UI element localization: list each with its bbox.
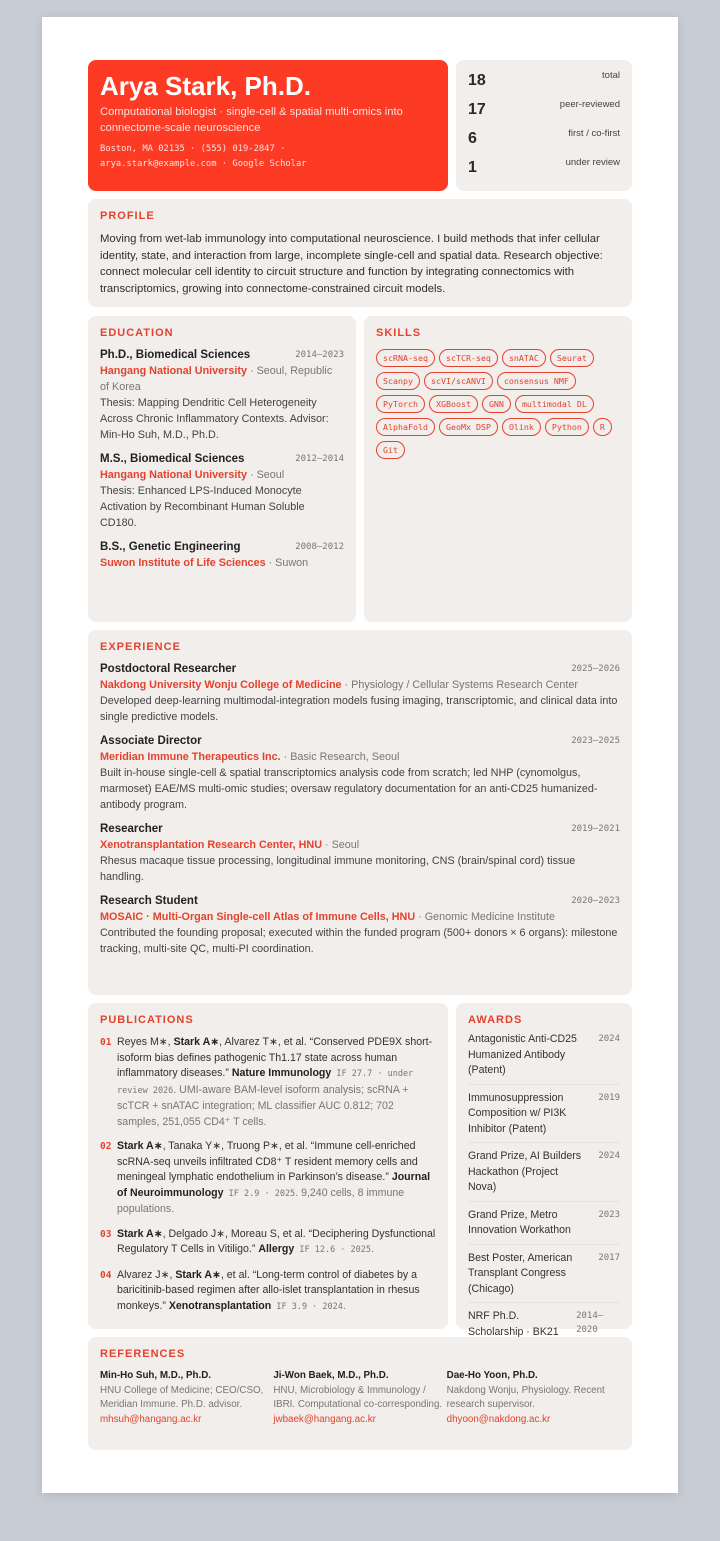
location: · Basic Research, Seoul <box>280 751 400 763</box>
stat-total <box>468 69 620 98</box>
stat-under-review <box>468 156 620 185</box>
education-entry <box>100 452 344 531</box>
date-range: 2023–2025 <box>571 736 620 746</box>
date-range: 2020–2023 <box>571 896 620 906</box>
publication-number: 01 <box>100 1037 112 1048</box>
award-title: Immunosuppression Composition w/ PI3K Inhibitor (Patent) <box>468 1091 567 1135</box>
section-title: REFERENCES <box>100 1348 186 1360</box>
stat-first-author <box>468 127 620 156</box>
location: · Genomic Medicine Institute <box>415 911 555 923</box>
stat-value: 17 <box>468 101 486 118</box>
header-banner <box>88 60 448 191</box>
date-range: 2008–2012 <box>295 542 344 552</box>
skill-tag: PyTorch <box>376 395 425 413</box>
thesis-description: Thesis: Enhanced LPS-Induced Monocyte Activation by Recombinant Human Soluble CD180. <box>100 485 305 529</box>
journal-name: Xenotransplantation <box>168 1299 272 1312</box>
citation-text: , Tanaka Y∗, Truong P∗, et al. “Immune cell-enriched scRNA-seq unveils infiltrated CD8⁺ T resident memory cells and meningeal lymphatic endothelium in Parkinson’s disease.” <box>117 1140 418 1183</box>
reference-entry <box>100 1369 273 1427</box>
stat-value: 18 <box>468 72 486 89</box>
publication-entry <box>100 1227 436 1259</box>
publications-section <box>88 1003 448 1329</box>
award-title: Best Poster, American Transplant Congress (Chicago) <box>468 1251 573 1295</box>
award-entry <box>468 1245 620 1304</box>
publication-entry <box>100 1268 436 1316</box>
stat-label: total <box>602 70 620 81</box>
thesis-description: Thesis: Mapping Dendritic Cell Heterogeneity Across Chronic Inflammatory Contexts. Advisor: Min-Ho Suh, M.D., Ph.D. <box>100 397 329 441</box>
skill-tag: consensus NMF <box>497 372 576 390</box>
impact-factor: IF 12.6 · 2025 <box>294 1245 372 1255</box>
profile-text: Moving from wet-lab immunology into computational neuroscience. I build methods that infer cellular identity, state, and interaction from large, incomplete single-cell and spatial data. Research objective: connect molecular cell identity to circuit structure and function by integrating connectomics with transcriptomics, growing into connectome-constrained circuit models. <box>100 233 603 295</box>
award-entry <box>468 1202 620 1245</box>
section-title: EDUCATION <box>100 327 174 339</box>
date-range: 2019–2021 <box>571 824 620 834</box>
award-entry <box>468 1026 620 1085</box>
publication-notes: . <box>371 1243 374 1255</box>
award-year: 2024 <box>598 1034 620 1044</box>
job-description: Contributed the founding proposal; executed within the funded program (500+ donors × 6 organs): milestone tracking, multi-site QC, multi-PI coordination. <box>100 927 618 955</box>
stat-label: peer-reviewed <box>559 99 620 110</box>
references-section <box>88 1337 632 1450</box>
authors-before: Alvarez J∗, <box>117 1268 176 1281</box>
education-section <box>88 316 356 622</box>
stat-peer-reviewed <box>468 98 620 127</box>
reference-name: Dae-Ho Yoon, Ph.D. <box>446 1370 538 1381</box>
job-role: Postdoctoral Researcher <box>100 663 237 675</box>
skill-tag: GeoMx DSP <box>439 418 498 436</box>
employer: Nakdong University Wonju College of Medicine <box>100 679 342 691</box>
degree: M.S., Biomedical Sciences <box>100 453 245 465</box>
award-year: 2017 <box>598 1252 620 1263</box>
reference-affiliation: Nakdong Wonju, Physiology. Recent research supervisor. <box>446 1384 605 1410</box>
job-role: Associate Director <box>100 735 202 747</box>
award-entry <box>468 1085 620 1144</box>
stat-value: 1 <box>468 159 477 176</box>
job-description: Rhesus macaque tissue processing, longitudinal immune monitoring, CNS (brain/spinal cord) tissue handling. <box>100 855 576 883</box>
skill-tags <box>376 349 620 459</box>
employer: Xenotransplantation Research Center, HNU <box>100 839 322 851</box>
reference-entry <box>447 1369 620 1427</box>
skill-tag: Git <box>376 441 405 459</box>
date-range: 2014–2023 <box>295 350 344 360</box>
institution: Hangang National University <box>100 469 247 481</box>
citation-text: , et al. “Long-term control of diabetes by a baricitinib-based regimen after allo-islet transplantation in rhesus monkeys.” <box>117 1268 420 1312</box>
experience-entry <box>100 894 620 957</box>
institution: Suwon Institute of Life Sciences <box>100 557 266 569</box>
stat-label: first / co-first <box>568 128 620 139</box>
publication-notes: . UMI-aware BAM-level isoform analysis; scRNA + scTCR + snATAC integration; ML classifier AUC 0.812; 702 samples, 251,055 CD4⁺ T cells. <box>117 1083 409 1128</box>
skill-tag: Olink <box>502 418 541 436</box>
experience-section <box>88 630 632 995</box>
tagline: Computational biologist · single-cell & spatial multi-omics into connectome-scale neuroscience <box>100 106 403 134</box>
skill-tag: Seurat <box>550 349 594 367</box>
job-role: Researcher <box>100 823 163 835</box>
resume-page <box>42 17 678 1493</box>
skill-tag: scRNA-seq <box>376 349 435 367</box>
skill-tag: GNN <box>482 395 511 413</box>
job-role: Research Student <box>100 895 198 907</box>
stat-value: 6 <box>468 130 477 147</box>
date-range: 2025–2026 <box>571 664 620 674</box>
award-entry <box>468 1143 620 1202</box>
skill-tag: multimodal DL <box>515 395 594 413</box>
job-description: Developed deep-learning multimodal-integration models fusing imaging, transcriptomic, and clinical data into single predictive models. <box>100 695 618 723</box>
publication-stats <box>456 60 632 191</box>
skill-tag: XGBoost <box>429 395 478 413</box>
experience-entry <box>100 734 620 813</box>
award-year: 2019 <box>598 1092 620 1103</box>
reference-email-link[interactable]: jwbaek@hangang.ac.kr <box>273 1413 376 1425</box>
awards-section <box>456 1003 632 1338</box>
reference-entry <box>273 1369 446 1427</box>
journal-name: Journal of Neuroimmunology <box>117 1171 431 1199</box>
section-title: PROFILE <box>100 210 155 222</box>
award-title: Grand Prize, Metro Innovation Workathon <box>468 1208 571 1236</box>
self-author: Stark A∗ <box>117 1140 163 1152</box>
institution: Hangang National University <box>100 365 247 377</box>
skill-tag: scVI/scANVI <box>424 372 493 390</box>
skill-tag: R <box>593 418 612 436</box>
employer: MOSAIC · Multi-Organ Single-cell Atlas of Immune Cells, HNU <box>100 911 416 923</box>
contact-line: Boston, MA 02135 · (555) 019-2847 · arya.stark@example.com · Google Scholar <box>100 144 307 169</box>
section-title: PUBLICATIONS <box>100 1014 194 1026</box>
journal-name: Allergy <box>258 1243 295 1255</box>
reference-email-link[interactable]: mhsuh@hangang.ac.kr <box>100 1413 202 1425</box>
skill-tag: Python <box>545 418 589 436</box>
skill-tag: AlphaFold <box>376 418 435 436</box>
citation-text: , Delgado J∗, Moreau S, et al. “Deciphering Dysfunctional Regulatory T Cells in Vitiligo.” <box>117 1227 436 1255</box>
reference-affiliation: HNU, Microbiology & Immunology / IBRI. Computational co-corresponding. <box>273 1384 443 1410</box>
job-description: Built in-house single-cell & spatial transcriptomics analysis code from scratch; led NHP (cynomolgus, marmoset) EAE/MS multi-omic studies; oversaw regulatory documentation for an anti-CD25 humanized-antibody program. <box>100 767 598 811</box>
skills-section <box>364 316 632 622</box>
publication-entry <box>100 1139 436 1218</box>
location: · Seoul, Republic of Korea <box>100 365 333 393</box>
self-author: Stark A∗ <box>173 1036 220 1048</box>
section-title: AWARDS <box>468 1014 523 1026</box>
education-entry <box>100 348 344 443</box>
self-author: Stark A∗ <box>117 1227 163 1240</box>
authors-before: Reyes M∗, <box>117 1036 174 1048</box>
degree: Ph.D., Biomedical Sciences <box>100 349 251 361</box>
section-title: SKILLS <box>376 327 422 339</box>
degree: B.S., Genetic Engineering <box>100 541 241 553</box>
publication-notes: . <box>342 1299 346 1312</box>
award-year: 2023 <box>598 1209 620 1220</box>
experience-entry <box>100 662 620 725</box>
skill-tag: Scanpy <box>376 372 420 390</box>
award-year: 2014–2020 <box>576 1311 604 1335</box>
award-title: Antagonistic Anti-CD25 Humanized Antibody (Patent) <box>468 1033 577 1076</box>
publication-number: 03 <box>100 1228 112 1240</box>
award-year: 2024 <box>598 1151 620 1161</box>
location: · Seoul <box>247 469 285 481</box>
profile-section <box>88 199 632 307</box>
journal-name: Nature Immunology <box>231 1067 332 1079</box>
section-title: EXPERIENCE <box>100 641 181 653</box>
reference-email-link[interactable]: dhyoon@nakdong.ac.kr <box>446 1413 551 1425</box>
location: · Seoul <box>322 839 360 851</box>
publication-number: 04 <box>100 1269 112 1281</box>
skill-tag: snATAC <box>502 349 546 367</box>
publication-notes: . 9,240 cells, 8 immune populations. <box>117 1186 405 1215</box>
skill-tag: scTCR-seq <box>439 349 498 367</box>
education-entry <box>100 540 344 571</box>
date-range: 2012–2014 <box>295 454 344 464</box>
reference-affiliation: HNU College of Medicine; CEO/CSO, Meridian Immune. Ph.D. advisor. <box>100 1384 264 1410</box>
award-title: Grand Prize, AI Builders Hackathon (Project Nova) <box>468 1150 582 1193</box>
impact-factor: IF 2.9 · 2025 <box>223 1188 296 1199</box>
stat-label: under review <box>565 157 620 168</box>
reference-name: Ji-Won Baek, M.D., Ph.D. <box>273 1370 389 1381</box>
experience-entry <box>100 822 620 885</box>
location: · Physiology / Cellular Systems Research Center <box>341 679 578 691</box>
award-title: NRF Ph.D. Scholarship · BK21 <box>468 1310 559 1338</box>
impact-factor: IF 27.7 · under review 2026 <box>117 1069 414 1096</box>
employer: Meridian Immune Therapeutics Inc. <box>100 751 281 763</box>
reference-name: Min-Ho Suh, M.D., Ph.D. <box>100 1370 212 1381</box>
self-author: Stark A∗ <box>175 1268 221 1281</box>
publication-entry <box>100 1035 436 1130</box>
citation-text: , Alvarez T∗, et al. “Conserved PDE9X short-isoform bias defines pathogenic Th1.17 state across human inflammatory diseases.” <box>117 1036 433 1079</box>
impact-factor: IF 3.9 · 2024 <box>271 1301 343 1312</box>
publication-number: 02 <box>100 1141 112 1152</box>
location: · Suwon <box>265 557 309 569</box>
candidate-name: Arya Stark, Ph.D. <box>100 71 311 101</box>
